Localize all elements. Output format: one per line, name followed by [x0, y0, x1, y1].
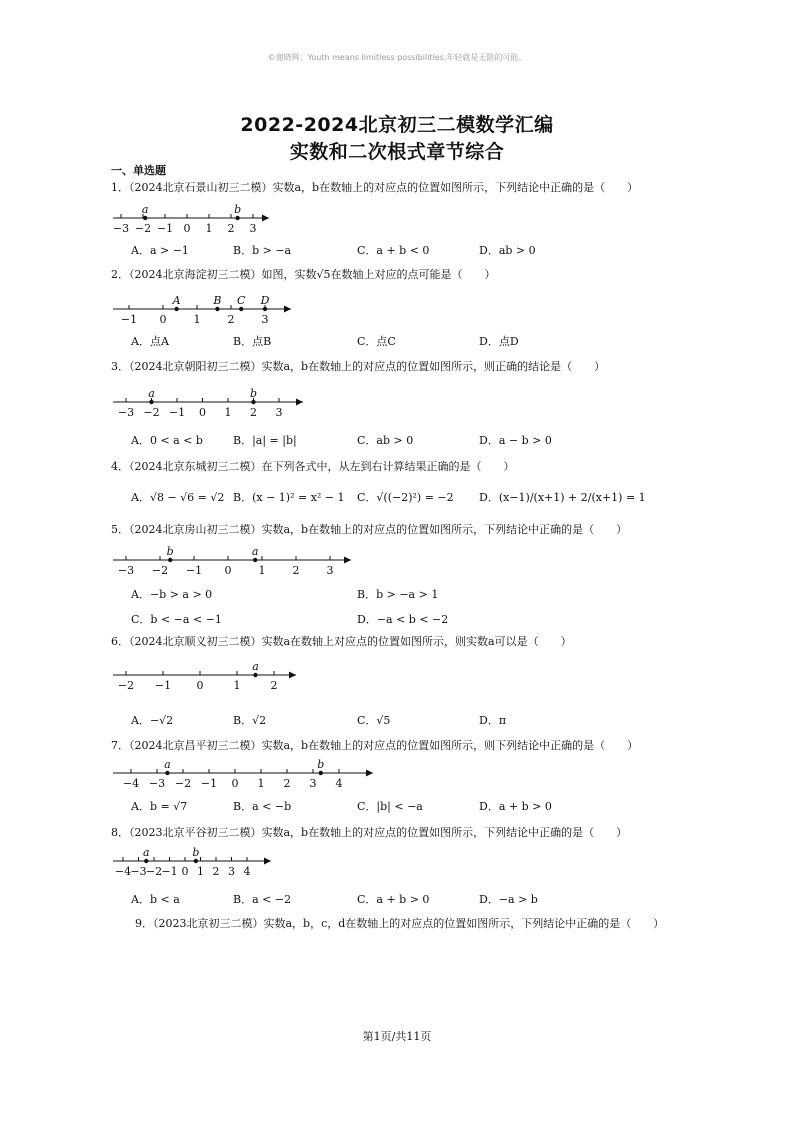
- q7-tick-label: 3: [309, 777, 317, 790]
- q2-tick-label: 1: [193, 313, 201, 326]
- q3-axis-arrow-icon: [296, 399, 303, 406]
- question-3-option-d: D．a − b > 0: [479, 434, 552, 447]
- question-1-option-d: D．ab > 0: [479, 244, 536, 257]
- question-6-stem: 6．（2024北京顺义初三二模）实数a在数轴上对应点的位置如图所示，则实数a可以是（ ）: [111, 635, 572, 648]
- question-4-option-a: A．√8 − √6 = √2: [131, 491, 225, 504]
- q6-tick-label: 2: [270, 679, 278, 692]
- q5-tick-label: 2: [292, 564, 300, 577]
- q2-point-B: [215, 307, 219, 311]
- q8-tick-label: −3: [130, 865, 147, 878]
- q1-tick-label: −3: [112, 222, 130, 235]
- q8-tick-label: 1: [197, 865, 204, 878]
- q8-point-a: [144, 859, 148, 863]
- q7-tick-label: 4: [335, 777, 343, 790]
- question-6-number-line: [111, 655, 311, 700]
- q8-tick-label: −4: [114, 865, 132, 878]
- q1-tick-label: −2: [134, 222, 152, 235]
- q3-tick-label: 1: [224, 406, 232, 419]
- q7-tick-label: −2: [174, 777, 192, 790]
- q7-tick-label: −4: [122, 777, 140, 790]
- q3-tick-label: 3: [275, 406, 283, 419]
- question-4-option-b: B．(x − 1)² = x² − 1: [233, 491, 345, 504]
- question-4-option-d: D．(x−1)/(x+1) + 2/(x+1) = 1: [479, 491, 646, 504]
- question-5-option-d: D．−a < b < −2: [357, 613, 449, 626]
- q5-tick-label: −3: [117, 564, 135, 577]
- q2-point-label-C: C: [236, 294, 246, 307]
- q2-tick-label: 3: [261, 313, 269, 326]
- question-3-option-a: A．0 < a < b: [131, 434, 203, 447]
- q1-tick-label: 2: [227, 222, 235, 235]
- q8-tick-label: −1: [161, 865, 178, 878]
- q8-tick-label: 2: [212, 865, 220, 878]
- q3-point-b: [251, 400, 255, 404]
- q2-tick-label: −1: [120, 313, 138, 326]
- question-8-number-line: [111, 845, 301, 885]
- q2-point-label-D: D: [260, 294, 270, 307]
- question-7-option-c: C．|b| < −a: [357, 800, 423, 813]
- q1-tick-label: 0: [183, 222, 191, 235]
- q8-tick-label: 3: [228, 865, 235, 878]
- q8-point-label-b: b: [192, 846, 200, 859]
- q3-point-a: [149, 400, 153, 404]
- q2-point-A: [174, 307, 178, 311]
- question-2-option-c: C．点C: [357, 335, 396, 348]
- q6-point-label-a: a: [252, 660, 259, 673]
- question-2-stem: 2．（2024北京海淀初三二模）如图，实数√5在数轴上对应的点可能是（ ）: [111, 268, 496, 281]
- q8-tick-label: −2: [145, 865, 163, 878]
- question-7-option-a: A．b = √7: [131, 800, 188, 813]
- q1-tick-label: 3: [249, 222, 257, 235]
- question-5-option-b: B．b > −a > 1: [357, 588, 439, 601]
- q8-tick-label: 0: [181, 865, 189, 878]
- question-9-stem: 9．（2023北京初三二模）实数a，b，c，d在数轴上的对应点的位置如图所示，下列结论中正确的是（ ）: [135, 917, 665, 930]
- q2-tick-label: 2: [227, 313, 235, 326]
- question-5-option-c: C．b < −a < −1: [131, 613, 222, 626]
- question-8-option-d: D．−a > b: [479, 893, 538, 906]
- q7-tick-label: 1: [257, 777, 265, 790]
- question-1-option-b: B．b > −a: [233, 244, 292, 257]
- question-1-option-c: C．a + b < 0: [357, 244, 430, 257]
- q1-axis-arrow-icon: [262, 215, 269, 222]
- q7-tick-label: −1: [200, 777, 218, 790]
- question-2-option-a: A．点A: [131, 335, 169, 348]
- q1-point-a: [143, 216, 147, 220]
- question-4-stem: 4．（2024北京东城初三二模）在下列各式中，从左到右计算结果正确的是（ ）: [111, 460, 515, 473]
- question-3-stem: 3．（2024北京朝阳初三二模）实数a，b在数轴上的对应点的位置如图所示，则正确的结论是（ ）: [111, 360, 606, 373]
- question-7-option-b: B．a < −b: [233, 800, 292, 813]
- q7-tick-label: −3: [148, 777, 166, 790]
- question-1-option-a: A．a > −1: [131, 244, 189, 257]
- q6-tick-label: 1: [233, 679, 241, 692]
- q7-tick-label: 0: [231, 777, 239, 790]
- q3-tick-label: −3: [117, 406, 135, 419]
- q7-axis-arrow-icon: [366, 770, 373, 777]
- q2-axis-arrow-icon: [284, 306, 291, 313]
- page-footer: 第1页/共11页: [362, 1030, 432, 1043]
- question-4-option-c: C．√((−2)²) = −2: [357, 491, 454, 504]
- q1-point-b: [235, 216, 239, 220]
- question-6-option-b: B．√2: [233, 714, 267, 727]
- question-1-number-line: [111, 196, 281, 236]
- q7-point-b: [319, 771, 323, 775]
- q5-point-label-a: a: [251, 545, 259, 558]
- question-2-number-line: [111, 287, 301, 327]
- question-8-stem: 8．（2023北京平谷初三二模）实数a，b在数轴上的对应点的位置如图所示，下列结论中正确的是（ ）: [111, 826, 628, 839]
- q8-point-b: [194, 859, 198, 863]
- q3-tick-label: −1: [168, 406, 186, 419]
- q5-point-b: [168, 558, 172, 562]
- question-6-option-c: C．√5: [357, 714, 391, 727]
- q1-tick-label: 1: [205, 222, 213, 235]
- q5-point-label-b: b: [166, 545, 174, 558]
- question-8-option-a: A．b < a: [131, 893, 180, 906]
- q5-tick-label: 0: [224, 564, 232, 577]
- q3-point-label-b: b: [249, 387, 258, 400]
- question-7-stem: 7．（2024北京昌平初三二模）实数a，b在数轴上的对应点的位置如图所示，则下列结论中正确的是（ ）: [111, 739, 639, 752]
- q2-point-label-B: B: [213, 294, 222, 307]
- q8-axis-arrow-icon: [264, 858, 271, 865]
- q3-tick-label: 0: [199, 406, 206, 419]
- q3-point-label-a: a: [148, 387, 155, 400]
- section-heading: 一、单选题: [111, 164, 166, 177]
- q2-point-C: [239, 307, 243, 311]
- q3-tick-label: 2: [250, 406, 257, 419]
- question-8-option-c: C．a + b > 0: [357, 893, 430, 906]
- q7-point-label-a: a: [164, 758, 171, 771]
- question-5-stem: 5．（2024北京房山初三二模）实数a，b在数轴上的对应点的位置如图所示，下列结论中正确的是（ ）: [111, 523, 628, 536]
- q5-tick-label: 1: [258, 564, 266, 577]
- q5-tick-label: 3: [326, 564, 334, 577]
- question-7-option-d: D．a + b > 0: [479, 800, 552, 813]
- document-title: 2022-2024北京初三二模数学汇编: [240, 114, 554, 136]
- document-subtitle: 实数和二次根式章节综合: [289, 141, 505, 163]
- question-2-option-d: D．点D: [479, 335, 519, 348]
- q7-point-label-b: b: [317, 758, 325, 771]
- q2-point-D: [263, 307, 267, 311]
- question-3-number-line: [111, 380, 311, 422]
- question-7-number-line: [111, 757, 391, 797]
- q8-tick-label: 4: [243, 865, 251, 878]
- question-3-option-c: C．ab > 0: [357, 434, 414, 447]
- q5-tick-label: −2: [151, 564, 169, 577]
- question-8-option-b: B．a < −2: [233, 893, 292, 906]
- question-3-option-b: B．|a| = |b|: [233, 434, 297, 447]
- question-6-option-d: D．π: [479, 714, 507, 727]
- q6-tick-label: −2: [117, 679, 135, 692]
- q6-point-a: [253, 673, 257, 677]
- question-1-stem: 1．（2024北京石景山初三二模）实数a，b在数轴上的对应点的位置如图所示，下列结论中正确的是（ ）: [111, 181, 639, 194]
- q1-point-label-a: a: [141, 203, 149, 216]
- question-5-number-line: [111, 543, 361, 583]
- question-5-option-a: A．−b > a > 0: [131, 588, 213, 601]
- q5-axis-arrow-icon: [344, 557, 351, 564]
- q8-point-label-a: a: [142, 846, 150, 859]
- q2-tick-label: 0: [159, 313, 167, 326]
- question-6-option-a: A．−√2: [131, 714, 174, 727]
- q5-point-a: [253, 558, 257, 562]
- q7-tick-label: 2: [283, 777, 291, 790]
- q3-tick-label: −2: [143, 406, 160, 419]
- q7-point-a: [165, 771, 169, 775]
- q2-point-label-A: A: [172, 294, 181, 307]
- watermark: ©谢晓辉：Youth means limitless possibilities.年轻就是无限的可能。: [267, 53, 527, 62]
- q1-point-label-b: b: [234, 203, 242, 216]
- q5-tick-label: −1: [185, 564, 203, 577]
- q1-tick-label: −1: [156, 222, 174, 235]
- q6-tick-label: −1: [154, 679, 172, 692]
- q6-axis-arrow-icon: [289, 672, 296, 679]
- question-2-option-b: B．点B: [233, 335, 272, 348]
- q6-tick-label: 0: [196, 679, 204, 692]
